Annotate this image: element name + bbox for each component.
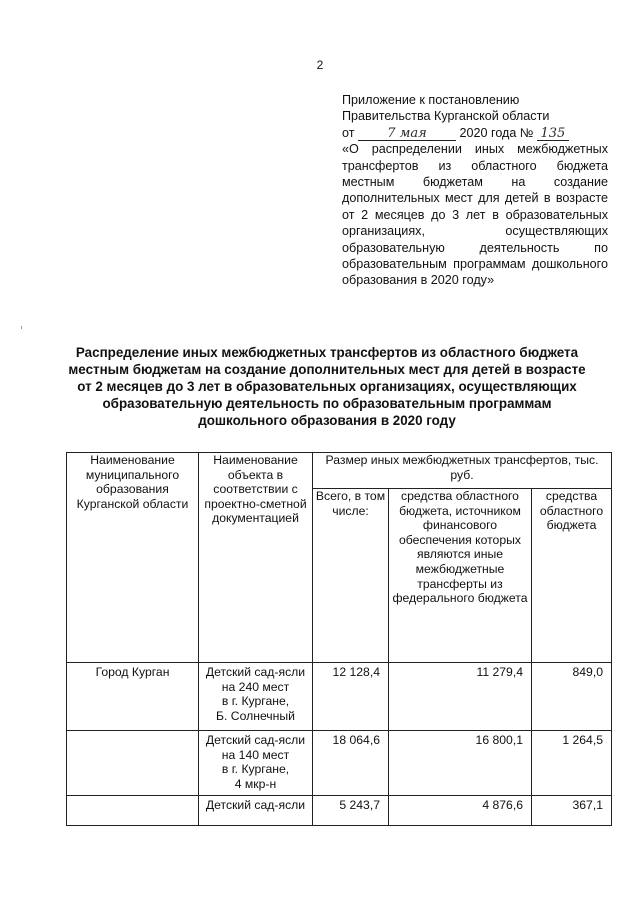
annex-line-2: Правительства Курганской области <box>342 109 550 124</box>
object-line: Детский сад-ясли <box>205 733 306 747</box>
object-line: на 240 мест <box>221 679 290 694</box>
row-municipality: Город Курган <box>67 663 199 731</box>
annex-line-1: Приложение к постановлению <box>342 93 520 107</box>
table-row <box>67 663 612 731</box>
object-line: Детский сад-ясли <box>205 665 306 679</box>
header-transfer-size: Размер иных межбюджетных трансфертов, тыс. руб. <box>313 453 612 489</box>
object-line: на 140 мест <box>221 747 290 762</box>
table-row <box>67 796 612 826</box>
row-regional-federal: 11 279,4 <box>389 663 532 731</box>
handwritten-number: 135 <box>537 127 569 141</box>
object-line: в г. Кургане, <box>221 762 290 777</box>
annex-year-text: 2020 года № <box>459 125 534 140</box>
object-line: Детский сад-ясли <box>205 798 306 812</box>
row-object <box>199 663 313 731</box>
row-total: 5 243,7 <box>313 796 389 826</box>
object-line: Б. Солнечный <box>216 708 295 723</box>
row-municipality <box>67 796 199 826</box>
annex-subject: «О распределении иных межбюджетных трансфертов из областного бюджета местным бюджетам на создание дополнительных мест для детей в возрасте от 2 месяцев до 3 лет в образовательных организациях, осуществляющих образовательную деятельность по образовательным программам дошкольного образования в 2020 году» <box>342 142 608 288</box>
row-regional: 849,0 <box>532 663 612 731</box>
row-object <box>199 731 313 796</box>
row-regional: 1 264,5 <box>532 731 612 796</box>
annex-date-line <box>342 125 608 141</box>
annex-header <box>342 92 608 289</box>
page-number: 2 <box>316 58 324 72</box>
header-regional: средства областного бюджета <box>532 489 612 663</box>
table-row <box>67 731 612 796</box>
object-line: в г. Кургане, <box>221 694 290 709</box>
header-object: Наименование объекта в соответствии с проектно-сметной документацией <box>199 453 313 663</box>
row-object <box>199 796 313 826</box>
row-total: 18 064,6 <box>313 731 389 796</box>
row-regional: 367,1 <box>532 796 612 826</box>
row-regional-federal: 16 800,1 <box>389 731 532 796</box>
header-municipality: Наименование муниципального образования Курганской области <box>67 453 199 663</box>
annex-date-prefix: от <box>342 125 355 140</box>
document-title: Распределение иных межбюджетных трансфертов из областного бюджета местным бюджетам на создание дополнительных мест для детей в возрасте от 2 месяцев до 3 лет в образовательных организациях, осуществляющих образовательную деятельность по образовательным программам дошкольного образования в 2020 году <box>68 345 586 428</box>
row-municipality <box>67 731 199 796</box>
transfers-table <box>66 452 612 826</box>
row-regional-federal: 4 876,6 <box>389 796 532 826</box>
object-line: 4 мкр-н <box>234 776 277 791</box>
header-regional-federal: средства областного бюджета, источником финансового обеспечения которых являются иные межбюджетные трансферты из федерального бюджета <box>389 489 532 663</box>
row-total: 12 128,4 <box>313 663 389 731</box>
handwritten-date: 7 мая <box>358 127 456 141</box>
header-total: Всего, в том числе: <box>313 489 389 663</box>
margin-mark <box>21 326 22 329</box>
